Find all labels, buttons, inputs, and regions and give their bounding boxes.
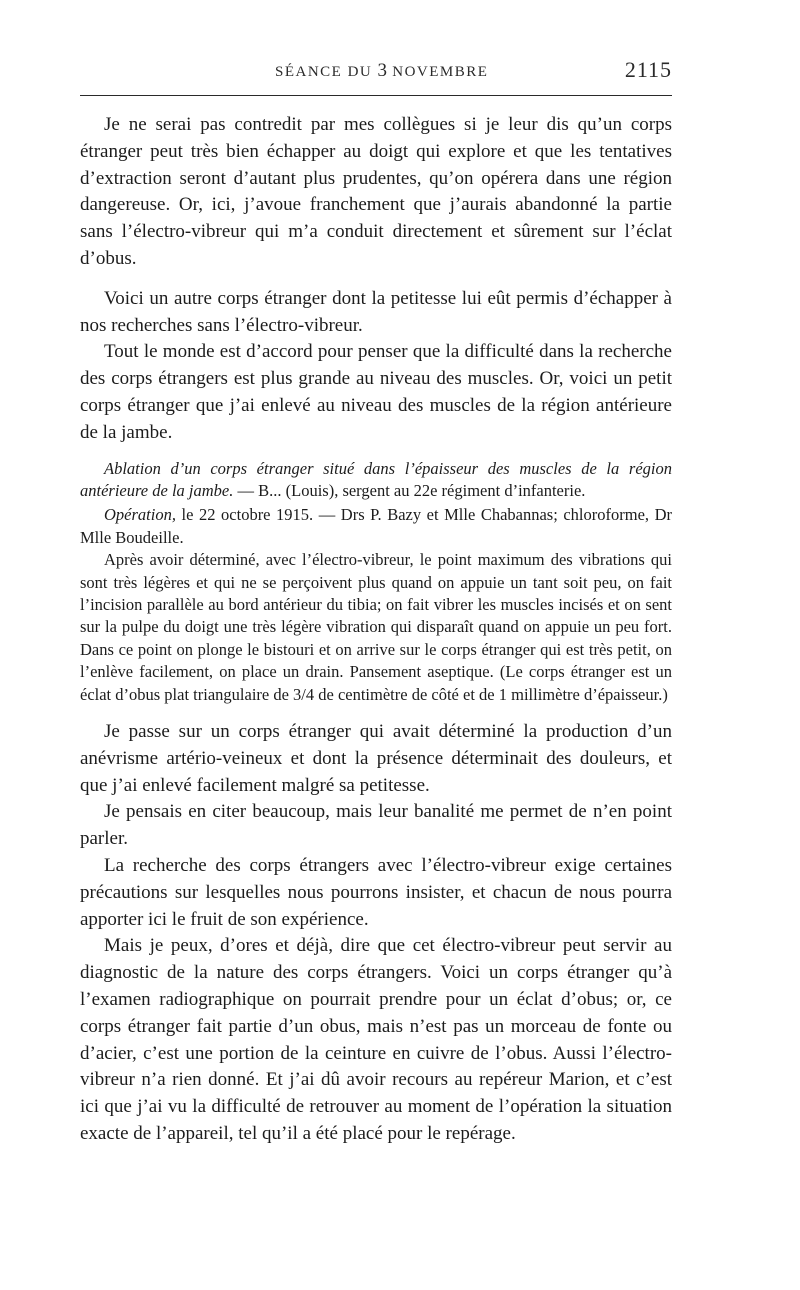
header-rule bbox=[80, 95, 672, 96]
running-title-pre: SÉANCE DU bbox=[275, 64, 378, 80]
case-operation-italic: Opération, bbox=[104, 505, 176, 525]
case-description: Après avoir déterminé, avec l’électro-vibreur, le point maximum des vibrations qui sont très légères et qui ne se perçoivent plus quand on appuie un tant soit peu, on fait l’incision parallèle au bord antérieur du tibia; on fait vibrer les muscles incisés et on sent sur la pulpe du doigt une très légère vibration qui disparaît quand on appuie un peu fort. Dans ce point on plonge le bistouri et on arrive sur le corps étranger qui est très petit, on l’enlève facilement, on place un drain. Pansement aseptique. (Le corps étranger est un éclat d’obus plat triangulaire de 3/4 de centimètre de côté et de 1 millimètre d’épaisseur.) bbox=[80, 550, 672, 704]
running-title-day: 3 bbox=[377, 60, 388, 81]
page-number: 2115 bbox=[624, 57, 672, 82]
running-title-post: NOVEMBRE bbox=[387, 64, 489, 80]
paragraph-3: Tout le monde est d’accord pour penser que la difficulté dans la recherche des corps étrangers est plus grande au niveau des muscles. Or, voici un petit corps étranger que j’ai enlevé au niveau des muscles de la région antérieure de la jambe. bbox=[80, 341, 672, 443]
paragraph-7: Mais je peux, d’ores et déjà, dire que cet électro-vibreur peut servir au diagnostic de la nature des corps étrangers. Voici un corps étranger qu’à l’examen radiographique on pourrait prendre pour un éclat d’obus; or, ce corps étranger fait partie d’un obus, mais n’est pas un morceau de fonte ou d’acier, c’est une portion de la ceinture en cuivre de l’obus. Aussi l’électro-vibreur n’a rien donné. Et j’ai dû avoir recours au repéreur Marion, et c’est ici que j’ai vu la difficulté de retrouver au moment de l’opération la situation exacte de l’appareil, tel qu’il a été placé pour le repérage. bbox=[80, 935, 672, 1144]
paragraph-1: Je ne serai pas contredit par mes collègues si je leur dis qu’un corps étranger peut très bien échapper au doigt qui explore et que les tentatives d’extraction seront d’autant plus prudentes, qu’on opérera dans une région dangereuse. Or, ici, j’avoue franchement que j’aurais abandonné la partie sans l’électro-vibreur qui m’a conduit directement et sûrement sur l’éclat d’obus. bbox=[80, 114, 672, 269]
paragraph-6: La recherche des corps étrangers avec l’électro-vibreur exige certaines précautions sur lesquelles nous pourrons insister, et chacun de nous pourra apporter ici le fruit de son expérience. bbox=[80, 855, 672, 930]
case-title-rest: — B... (Louis), sergent au 22e régiment d’infanterie. bbox=[233, 480, 586, 500]
body-text bbox=[80, 112, 672, 1148]
paragraph-5: Je pensais en citer beaucoup, mais leur banalité me permet de n’en point parler. bbox=[80, 801, 672, 850]
case-title-italic: Ablation d’un corps étranger situé dans l’épaisseur des muscles de la région antérieure de la jambe. bbox=[80, 458, 672, 500]
running-title bbox=[275, 60, 488, 82]
paragraph-2: Voici un autre corps étranger dont la petitesse lui eût permis d’échapper à nos recherches sans l’électro-vibreur. bbox=[80, 287, 672, 336]
case-operation bbox=[80, 504, 672, 549]
case-title bbox=[80, 458, 672, 503]
paragraph-4: Je passe sur un corps étranger qui avait déterminé la production d’un anévrisme artério-veineux et dont la présence déterminait des douleurs, et que j’ai enlevé facilement malgré sa petitesse. bbox=[80, 721, 672, 796]
case-operation-rest: le 22 octobre 1915. — Drs P. Bazy et Mlle Chabannas; chloroforme, Dr Mlle Boudeille. bbox=[80, 505, 672, 547]
